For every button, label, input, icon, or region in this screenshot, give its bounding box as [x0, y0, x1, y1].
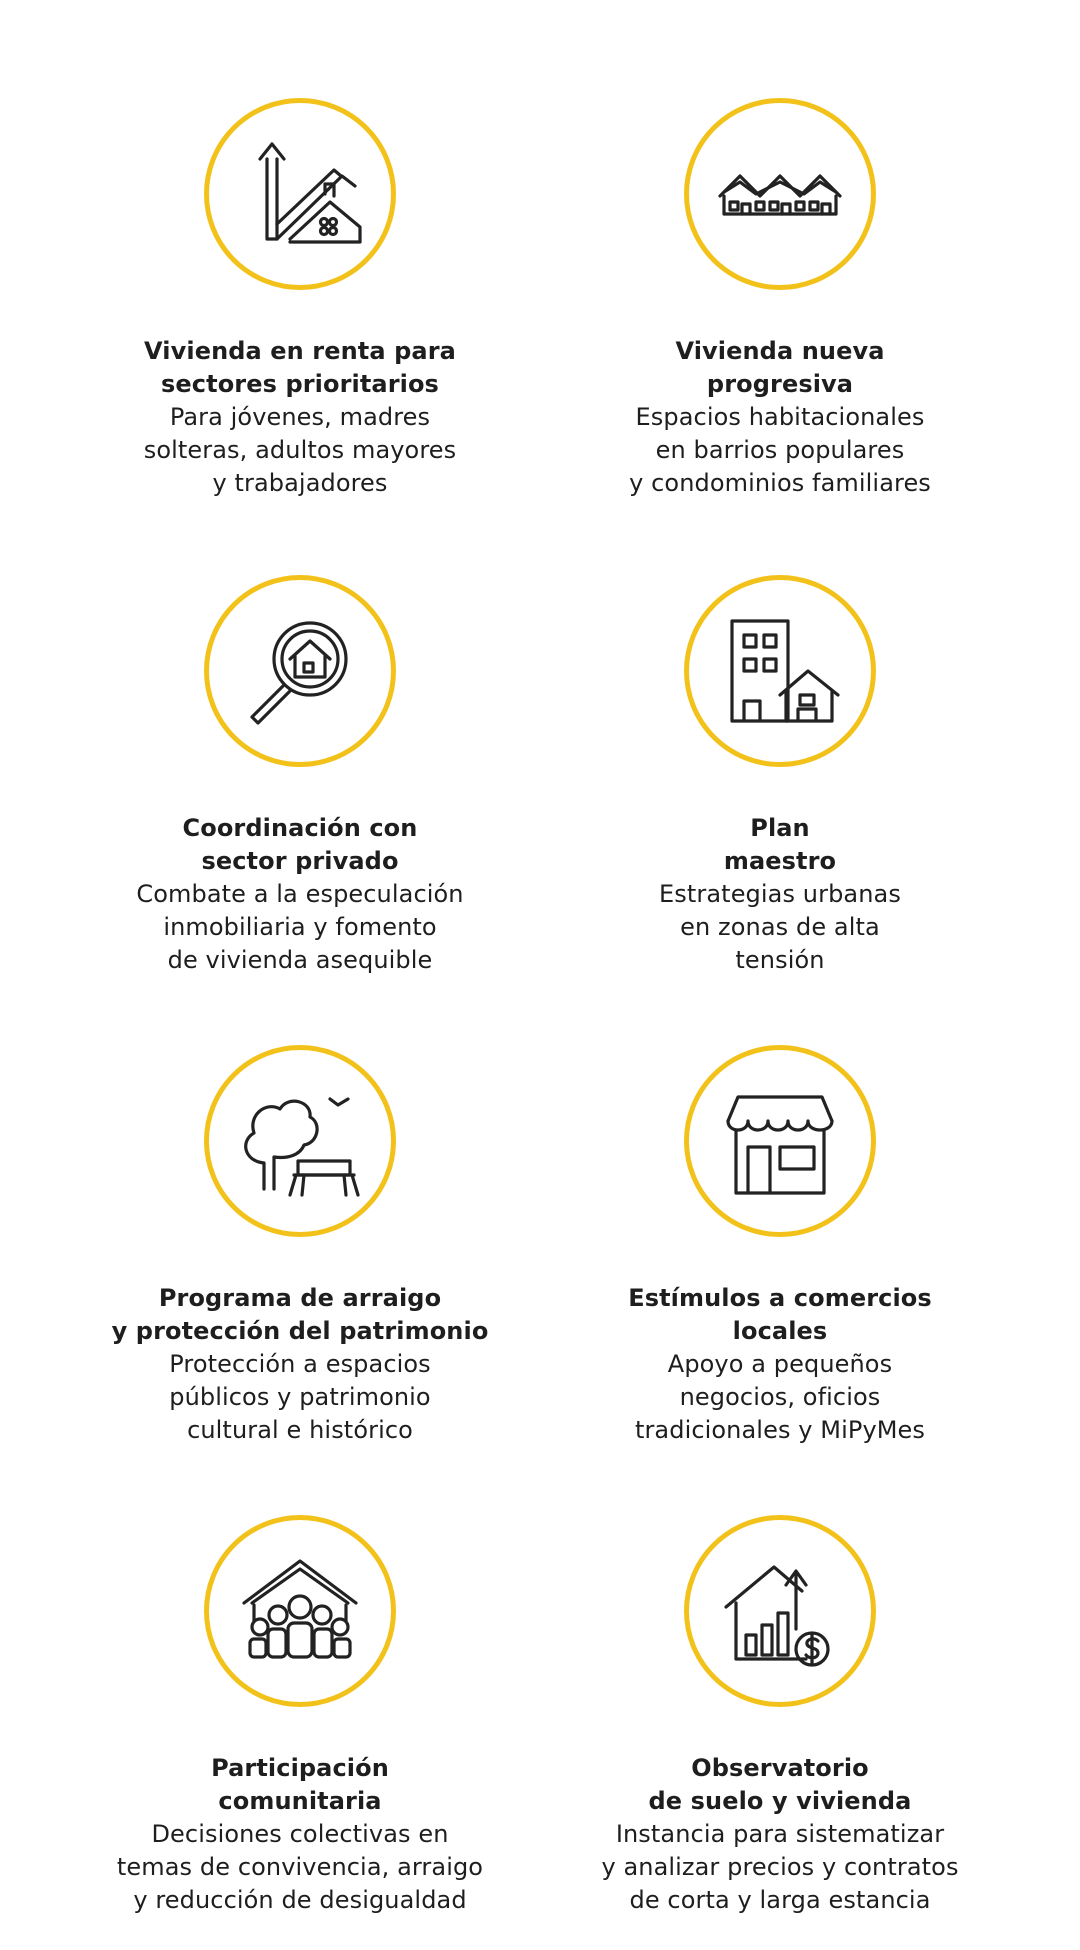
house-rising-arrow-icon — [230, 124, 370, 264]
community-house-icon — [230, 1541, 370, 1681]
item-description: Decisiones colectivas en temas de convivencia, arraigo y reducción de desigualdad — [116, 1820, 484, 1914]
icon-circle — [684, 98, 876, 290]
item-title: Coordinación con sector privado Combate a la especulación inmobiliaria y fomento de vivienda asequible — [65, 779, 535, 1010]
icon-circle — [204, 575, 396, 767]
item-title: Programa de arraigo y protección del patrimonio Protección a espacios públicos y patrimonio cultural e histórico — [65, 1249, 535, 1480]
icon-circle — [684, 1045, 876, 1237]
item-title: Participación comunitaria Decisiones colectivas en temas de convivencia, arraigo y reducción de desigualdad — [65, 1719, 535, 1950]
item-description: Instancia para sistematizar y analizar precios y contratos de corta y larga estancia — [601, 1820, 959, 1914]
item-title: Plan maestro Estrategias urbanas en zonas de alta tensión — [545, 779, 1015, 1010]
magnifier-house-icon — [230, 601, 370, 741]
item-title: Observatorio de suelo y vivienda Instancia para sistematizar y analizar precios y contratos de corta y larga estancia — [545, 1719, 1015, 1950]
building-house-icon — [710, 601, 850, 741]
item-title: Vivienda nueva progresiva Espacios habitacionales en barrios populares y condominios familiares — [545, 302, 1015, 533]
icon-circle — [204, 1045, 396, 1237]
item-title: Estímulos a comercios locales Apoyo a pequeños negocios, oficios tradicionales y MiPyMes — [545, 1249, 1015, 1480]
icon-circle — [684, 1515, 876, 1707]
row-houses-icon — [710, 124, 850, 264]
icon-circle — [684, 575, 876, 767]
icon-circle — [204, 1515, 396, 1707]
house-chart-dollar-icon — [710, 1541, 850, 1681]
tree-bench-icon — [230, 1071, 370, 1211]
item-title: Vivienda en renta para sectores prioritarios Para jóvenes, madres solteras, adultos mayores y trabajadores — [65, 302, 535, 533]
icon-circle — [204, 98, 396, 290]
storefront-icon — [710, 1071, 850, 1211]
item-description: Combate a la especulación inmobiliaria y fomento de vivienda asequible — [136, 880, 464, 974]
item-description: Espacios habitacionales en barrios populares y condominios familiares — [629, 403, 931, 497]
item-description: Apoyo a pequeños negocios, oficios tradicionales y MiPyMes — [634, 1350, 926, 1444]
item-description: Estrategias urbanas en zonas de alta tensión — [659, 880, 901, 974]
item-description: Protección a espacios públicos y patrimonio cultural e histórico — [169, 1350, 431, 1444]
item-description: Para jóvenes, madres solteras, adultos mayores y trabajadores — [143, 403, 457, 497]
